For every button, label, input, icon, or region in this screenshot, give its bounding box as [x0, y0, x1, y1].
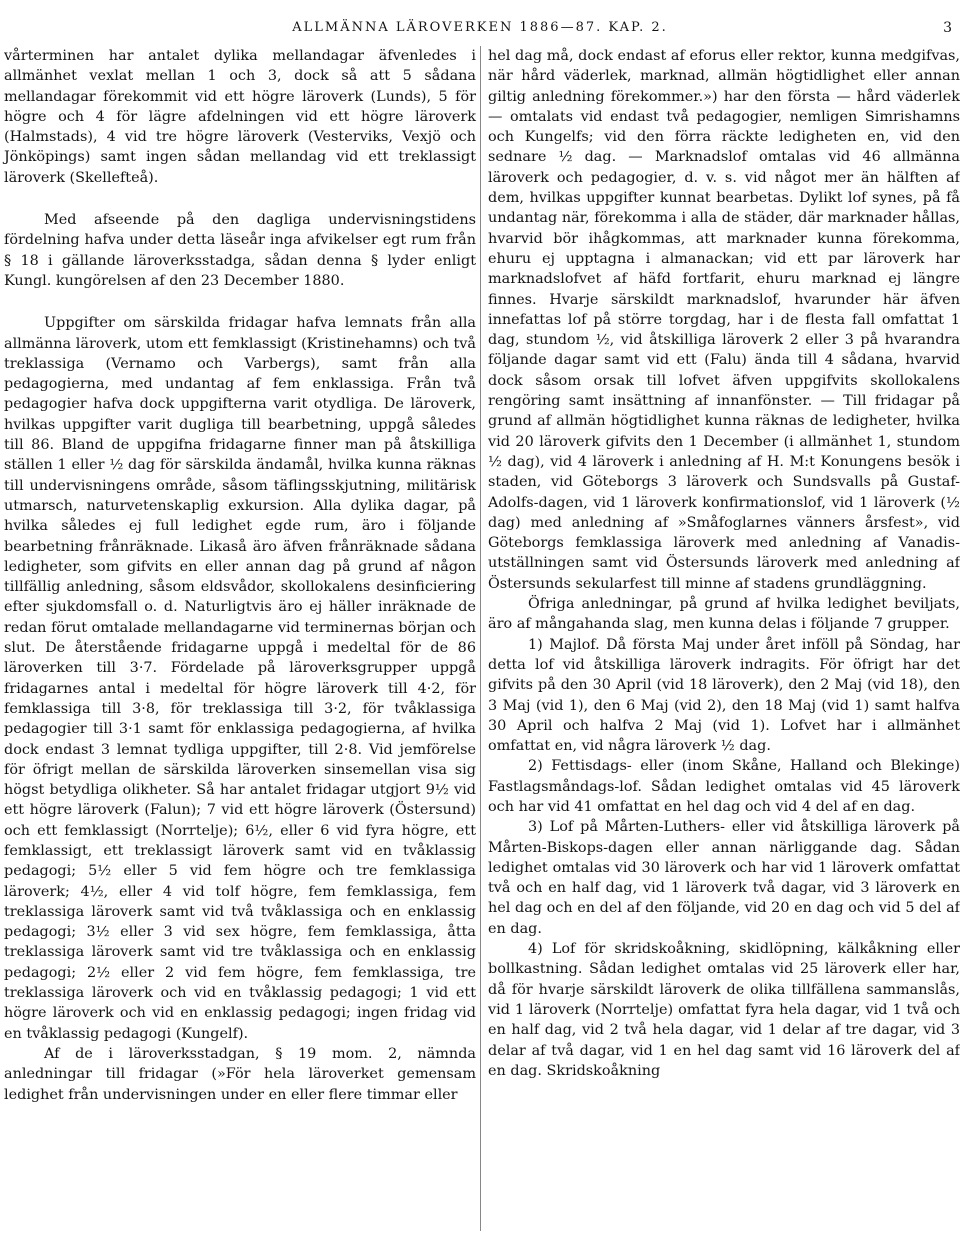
- paragraph: 2) Fettisdags- eller (inom Skåne, Halland och Blekinge) Fastlagsmåndags-lof. Sådan ledighet omtalas vid 45 läroverk och har vid 41 omfattat en hel dag och vid 4 del af en dag.: [488, 758, 960, 815]
- paragraph: Uppgifter om särskilda fridagar hafva lemnats från alla allmänna läroverk, utom ett femklassigt (Kristinehamns) och två treklassiga (Vernamo och Varbergs), samt från alla pedagogierna, med undantag af fem enklassiga. Från två pedagogier hafva dock uppgifterna varit otydliga. De läroverk, hvilkas uppgifter varit dugliga till bearbetning, uppgå således till 86. Bland de uppgifna fridagarne finner man på åtskilliga ställen 1 eller ½ dag för särskilda ändamål, hvilka kunna räknas till undervisningens område, såsom täflingsskjutning, militärisk utmarsch, naturvetenskaplig exkursion. Alla dylika dagar, på hvilka således ej full ledighet egde rum, äro i följande bearbetning frånräknade. Likaså äro äfven frånräknade sådana ledigheter, som gifvits en eller annan dag på grund af någon tillfällig anledning, såsom eldsvådor, skollokalens desinficiering efter sjukdomsfall o. d. Naturligtvis äro ej häller inräknade de redan förut omtalade mellandagarne vid terminernas början och slut. De återstående fridagarne uppgå i medeltal för de 86 läroverken till 3·7. Fördelade på läroverksgrupper uppgå fridagarnes antal i medeltal för högre läroverk till 4·2, för femklassiga till 3·8, för treklassiga till 3·2, för tvåklassiga pedagogier till 3·1 samt för enklassiga pedagogierna, af hvilka dock endast 3 lemnat tydliga uppgifter, till 2·8. Vid jemförelse för öfrigt mellan de särskilda läroverken sinsemellan visa sig högst betydliga olikheter. Så har antalet fridagar utgjort 9½ vid ett högre läroverk (Falun); 7 vid ett högre läroverk (Östersund) och ett femklassigt (Norrtelje); 6½, eller 6 vid fyra högre, ett femklassigt, ett treklassigt läroverk samt vid en tvåklassig pedagogi; 5½ eller 5 vid fem högre och tre femklassiga läroverk; 4½, eller 4 vid tolf högre, fem femklassiga, fem treklassiga läroverk samt vid två tvåklassiga och en enklassig pedagogi; 3½ eller 3 vid sex högre, fem femklassiga, åtta treklassiga läroverk samt vid tre tvåklassiga och en enklassig pedagogi; 2½ eller 2 vid fem högre, fem femklassiga, tre treklassiga läroverk och vid en tvåklassig pedagogi; 1 vid ett högre läroverk och vid en enklassig pedagogi; ingen fridag vid en tvåklassig pedagogi (Kungelf).: [4, 315, 476, 1042]
- page-number: 3: [943, 20, 952, 36]
- paragraph: Öfriga anledningar, på grund af hvilka ledighet beviljats, äro af mångahanda slag, men kunna delas i följande 7 grupper.: [488, 596, 960, 633]
- left-column: [4, 46, 476, 1105]
- paragraph: vårterminen har antalet dylika mellandagar äfvenledes i allmänhet vexlat mellan 1 och 3, dock så att 5 sådana mellandagar förekommit vid ett högre läroverk (Lunds), 5 för högre och 4 för lägre afdelningen vid ett högre läroverk (Halmstads), 4 vid tre högre läroverk (Vesterviks, Vexjö och Jönköpings) samt ingen sådan mellandag vid ett treklassigt läroverk (Skellefteå).: [4, 48, 476, 186]
- column-divider: [480, 46, 481, 1231]
- paragraph: Med afseende på den dagliga undervisningstidens fördelning hafva under detta läseår inga afvikelser egt rum från § 18 i gällande läroverksstadga, sådan denna § lyder enligt Kungl. kungörelsen af den 23 December 1880.: [4, 212, 476, 289]
- paragraph: 3) Lof på Mårten-Luthers- eller vid åtskilliga läroverk på Mårten-Biskops-dagen eller annan närliggande dag. Sådan ledighet omtalas vid 30 läroverk och har vid 1 läroverk omfattat två och en half dag, vid 1 läroverk två dagar, vid 3 läroverk en hel dag och en del af den följande, vid 20 en dag och vid 5 del af en dag.: [488, 819, 960, 937]
- running-header: [0, 8, 960, 38]
- paragraph: 4) Lof för skridskoåkning, skidlöpning, kälkåkning eller bollkastning. Sådan ledighet omtalas vid 25 läroverk eller har, då för hvarje särskildt läroverk de olika tillfällena sammanslås, vid 1 läroverk (Norrtelje) omfattat fyra hela dagar, vid 1 två och en half dag, vid 2 två hela dagar, vid 1 delar af tre dagar, vid 3 delar af två dagar, vid 1 en hel dag samt vid 16 läroverk del af en dag. Skridskoåkning: [488, 941, 960, 1079]
- paragraph: Af de i läroverksstadgan, § 19 mom. 2, nämnda anledningar till fridagar (»För hela läroverket gemensam ledighet från undervisningen under en eller flere timmar eller: [4, 1045, 476, 1103]
- paragraph: hel dag må, dock endast af eforus eller rektor, kunna medgifvas, när hård väderlek, marknad, allmän högtidlighet eller annan giltig anledning förekommer.») har den första — hård väderlek — omtalats vid endast två pedagogier, nemligen Simrishamns och Kungelfs; vid den förra räckte ledigheten en, vid den sednare ½ dag. — Marknadslof omtalas vid 46 allmänna läroverk och pedagogier, d. v. s. vid något mer än hälften af dem, hvilkas uppgifter kunnat bearbetas. Dylikt lof synes, på få undantag när, förekomma i alla de städer, där marknader hållas, hvarvid bör ihågkommas, att marknader kunna förekomma, ehuru ej upptagna i almanackan; vid ett par läroverk har marknadslofvet af häfd fortfarit, ehuru marknad ej längre finnes. Hvarje särskildt marknadslof, hvarunder här äfven innefattas lof på större torgdag, har i de flesta fall omfattat 1 dag, stundom ½, vid åtskilliga läroverk 2 eller 3 på hvarandra följande dagar samt vid ett (Falu) ända till 4 sådana, hvarvid dock såsom orsak till lofvet äfven uppgifvits skollokalens rengöring samt insättning af innanfönster. — Till fridagar på grund af allmän högtidlighet kunna räknas de ledigheter, hvilka vid 20 läroverk gifvits den 1 December (i allmänhet 1, stundom ½ dag), vid 4 läroverk i anledning af H. M:t Konungens besök i staden, vid Göteborgs 3 läroverk och Sundsvalls på Gustaf-Adolfs-dagen, vid 1 läroverk konfirmationslof, vid 1 läroverk (½ dag) med anledning af »Småfoglarnes vänners årsfest», vid Göteborgs femklassiga läroverk med anledning af Vanadis-utställningen samt vid Östersunds läroverk med anledning af Östersunds sekularfest till minne af stadens grundläggning.: [488, 48, 960, 592]
- paragraph: 1) Majlof. Då första Maj under året inföll på Söndag, har detta lof vid åtskilliga läroverk indragits. För öfrigt har det gifvits på den 30 April (vid 18 läroverk), den 2 Maj (vid 18), den 3 Maj (vid 1), den 6 Maj (vid 2), den 18 Maj (vid 1) samt halfva 30 April och halfva 2 Maj (vid 1). Lofvet har i allmänhet omfattat en, vid några läroverk ½ dag.: [488, 636, 960, 755]
- running-title: ALLMÄNNA LÄROVERKEN 1886—87. KAP. 2.: [292, 20, 668, 35]
- right-column: [488, 46, 960, 1081]
